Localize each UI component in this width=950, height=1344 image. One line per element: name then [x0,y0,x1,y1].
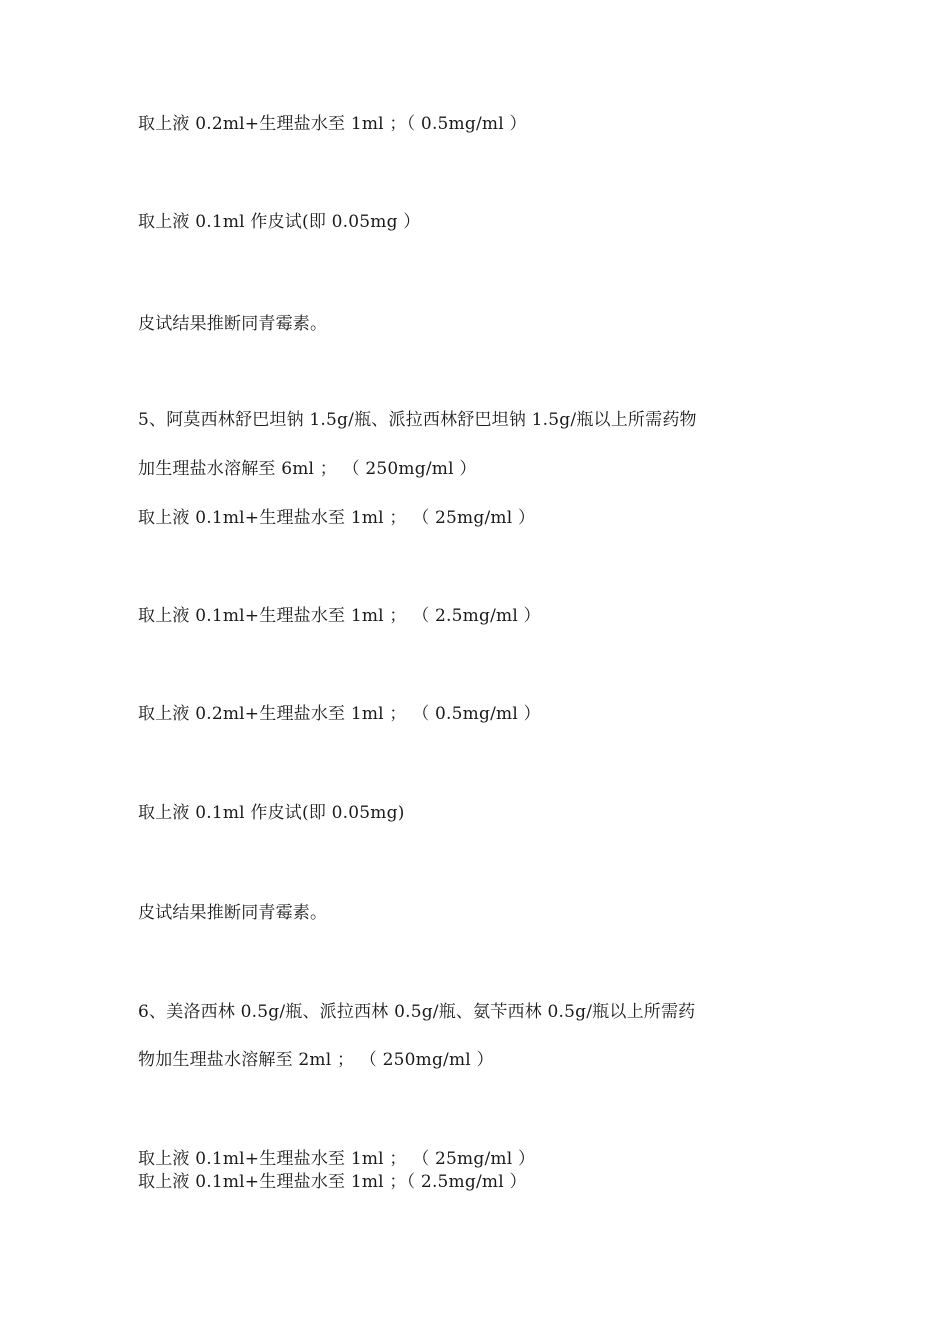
text-line-section-5-heading: 5、阿莫西林舒巴坦钠 1.5g/瓶、派拉西林舒巴坦钠 1.5g/瓶以上所需药物 [138,410,697,430]
text-line-section-6-dissolve: 物加生理盐水溶解至 2ml ； （ 250mg/ml ） [138,1050,494,1070]
text-line-result: 皮试结果推断同青霉素。 [138,314,328,334]
text-line-dilution-2-5: 取上液 0.1ml+生理盐水至 1ml ；（ 2.5mg/ml ） [138,1172,527,1192]
text-line-result: 皮试结果推断同青霉素。 [138,903,328,923]
text-line-section-6-heading: 6、美洛西林 0.5g/瓶、派拉西林 0.5g/瓶、氨苄西林 0.5g/瓶以上所需药 [138,1002,696,1022]
text-line-skin-test: 取上液 0.1ml 作皮试(即 0.05mg) [138,803,405,823]
text-line-dilution-2-5: 取上液 0.1ml+生理盐水至 1ml ； （ 2.5mg/ml ） [138,606,541,626]
text-line-section-5-dissolve: 加生理盐水溶解至 6ml ； （ 250mg/ml ） [138,459,477,479]
text-line-dilution-25: 取上液 0.1ml+生理盐水至 1ml ； （ 25mg/ml ） [138,1149,536,1169]
text-line-dilution-0-5: 取上液 0.2ml+生理盐水至 1ml ；（ 0.5mg/ml ） [138,114,527,134]
text-line-skin-test: 取上液 0.1ml 作皮试(即 0.05mg ） [138,212,421,232]
text-line-dilution-25: 取上液 0.1ml+生理盐水至 1ml ； （ 25mg/ml ） [138,508,536,528]
text-line-dilution-0-5: 取上液 0.2ml+生理盐水至 1ml ； （ 0.5mg/ml ） [138,704,541,724]
